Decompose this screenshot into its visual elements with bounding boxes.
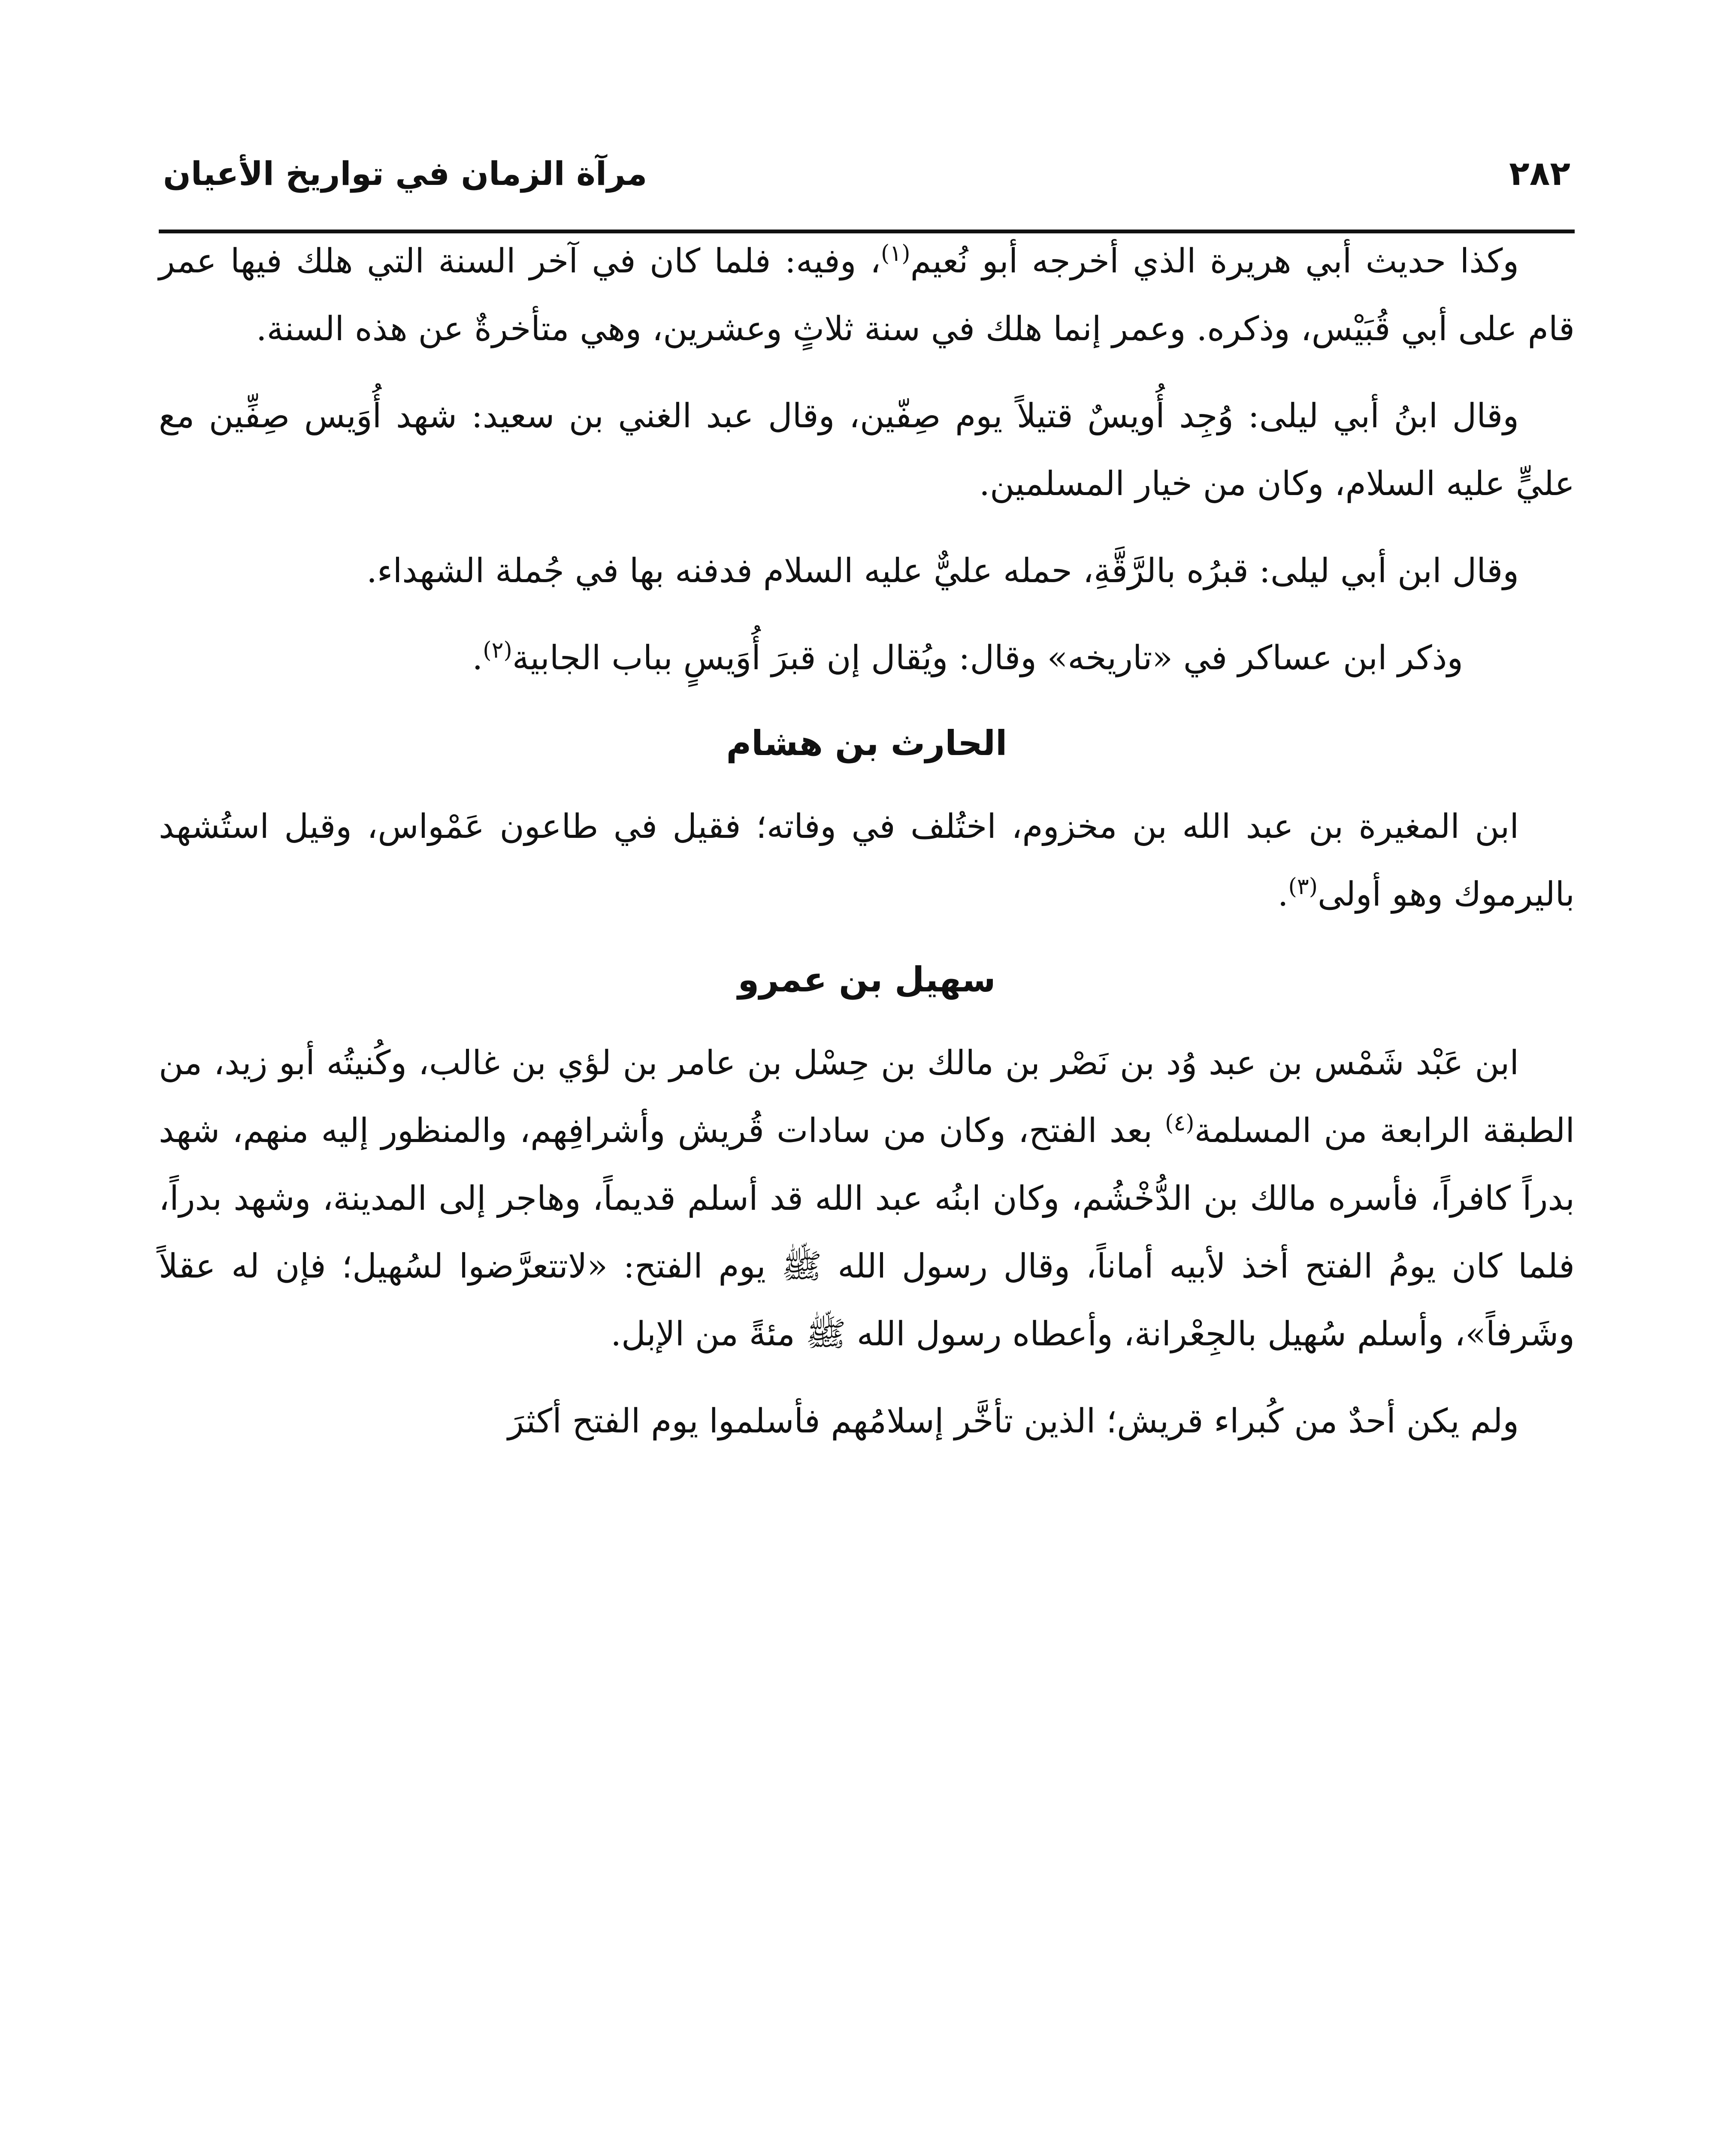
text-run: وكذا حديث أبي هريرة الذي أخرجه أبو نُعيم (910, 242, 1519, 281)
running-header (159, 154, 1575, 210)
paragraph (159, 1029, 1575, 1368)
paragraph: ولم يكن أحدٌ من كُبراء قريش؛ الذين تأخَّر إسلامُهم فأسلموا يوم الفتح أكثرَ (508, 1402, 1519, 1441)
text-run: . (472, 639, 483, 677)
book-page (159, 129, 1575, 2145)
page-number: ٢٨٢ (1509, 154, 1570, 193)
paragraph (159, 793, 1575, 928)
footnote-ref: (٤) (1165, 1110, 1195, 1136)
footnote-ref: (٢) (483, 637, 512, 663)
text-run: وذكر ابن عساكر في «تاريخه» وقال: ويُقال إن قبرَ أُوَيسٍ بباب الجابية (512, 639, 1463, 677)
paragraph (159, 624, 1575, 692)
paragraph (159, 227, 1575, 363)
book-title: مرآة الزمان في تواريخ الأعيان (163, 154, 647, 193)
text-run: . (1277, 875, 1288, 914)
text-run: بعد الفتح، وكان من سادات قُريش وأشرافِهم، والمنظور إليه منهم، شهد بدراً كافراً، فأسره مالك بن الدُّخْشُم، وكان ابنُه عبد الله قد أسلم قديماً، وهاجر إلى المدينة، وشهد بدراً، فلما كان يومُ الفتح أخذ لأبيه أماناً، وقال رسول الله ﷺ يوم الفتح: «لاتتعرَّضوا لسُهيل؛ فإن له عقلاً وشَرفاً»، وأسلم سُهيل بالجِعْرانة، وأعطاه رسول الله ﷺ مئةً من الإبل. (159, 1112, 1575, 1353)
text-run: ابن المغيرة بن عبد الله بن مخزوم، اختُلف في وفاته؛ فقيل في طاعون عَمْواس، وقيل استُشهد باليرموك وهو أولى (159, 807, 1575, 914)
text-run: ، وفيه: فلما كان في آخر السنة التي هلك فيها عمر قام على أبي قُبَيْس، وذكره. وعمر إنما هلك في سنة ثلاثٍ وعشرين، وهي متأخرةٌ عن هذه السنة. (159, 242, 1575, 348)
text-run: ابن عَبْد شَمْس بن عبد وُد بن نَصْر بن مالك بن حِسْل بن عامر بن لؤي بن غالب، وكُنيتُه أبو زيد، من الطبقة الرابعة من المسلمة (159, 1044, 1575, 1150)
section-heading: الحارث بن هشام (726, 723, 1007, 763)
paragraph: وقال ابن أبي ليلى: قبرُه بالرَّقَّةِ، حمله عليٌّ عليه السلام فدفنه بها في جُملة الشهداء. (366, 552, 1519, 590)
paragraph: وقال ابنُ أبي ليلى: وُجِد أُويسٌ قتيلاً يوم صِفّين، وقال عبد الغني بن سعيد: شهد أُوَيس صِفِّين مع عليٍّ عليه السلام، وكان من خيار المسلمين. (159, 397, 1575, 503)
main-text (159, 227, 1575, 1474)
footnote-ref: (١) (881, 241, 910, 266)
footnote-ref: (٣) (1288, 874, 1318, 900)
section-heading: سهيل بن عمرو (738, 960, 996, 1000)
